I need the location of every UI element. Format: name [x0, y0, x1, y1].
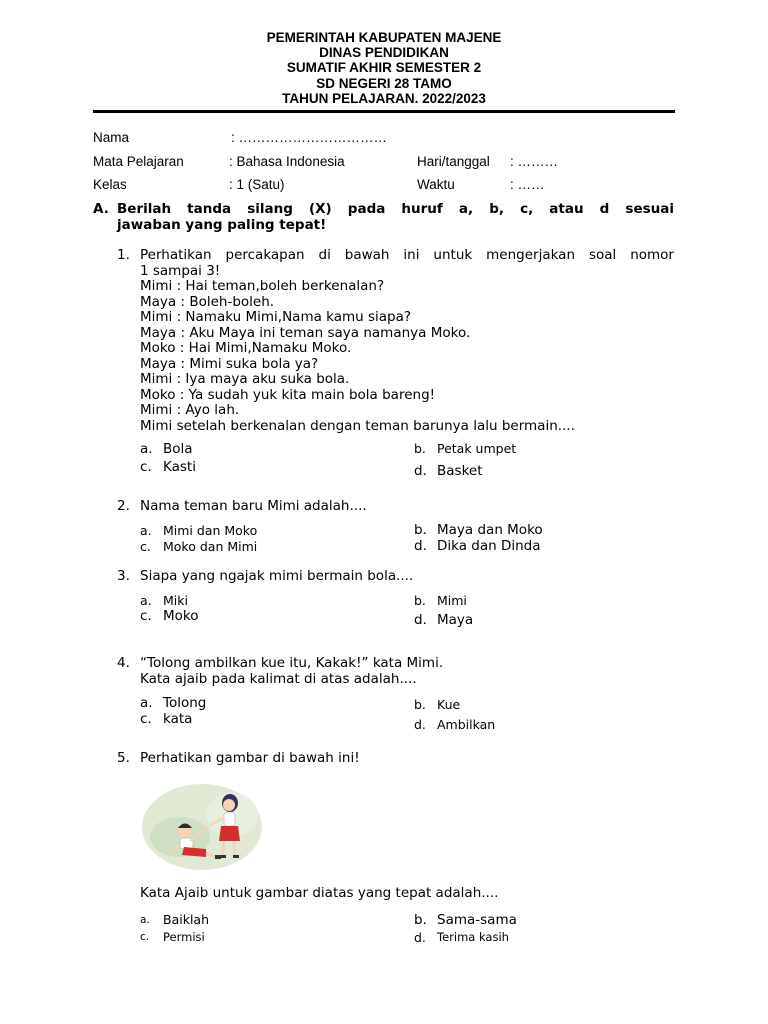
option-letter: c.: [140, 539, 151, 554]
q1-line: Mimi setelah berkenalan dengan teman barunya lalu bermain....: [140, 417, 575, 434]
q1-line: Mimi : Ayo lah.: [140, 402, 240, 418]
q1-line: Maya : Aku Maya ini teman saya namanya Moko.: [140, 324, 471, 341]
q4-text-line-1: “Tolong ambilkan kue itu, Kakak!” kata Mimi.: [140, 655, 444, 671]
section-a-instruction-line-2: jawaban yang paling tepat!: [117, 217, 327, 233]
option-letter: b.: [414, 593, 426, 608]
option-letter: a.: [140, 523, 152, 538]
q2-text: Nama teman baru Mimi adalah....: [140, 498, 367, 514]
option-text: Maya: [437, 612, 474, 628]
option-text: Mimi dan Moko: [163, 523, 258, 538]
option-text: Permisi: [163, 930, 205, 944]
option-text: kata: [163, 711, 193, 727]
q1-line: Moko : Ya sudah yuk kita main bola bareng!: [140, 386, 436, 403]
option-text: Terima kasih: [437, 930, 509, 944]
option-letter: d.: [414, 463, 427, 479]
option-letter: a.: [140, 695, 153, 711]
kelas-label: Kelas: [93, 177, 127, 192]
option-text: Maya dan Moko: [437, 522, 543, 538]
q1-line: 1 sampai 3!: [140, 262, 221, 279]
q1-line: Moko : Hai Mimi,Namaku Moko.: [140, 340, 352, 356]
option-text: Miki: [163, 593, 188, 608]
option-letter: c.: [140, 608, 152, 624]
children-helping-illustration: [140, 775, 270, 872]
option-letter: c.: [140, 931, 150, 943]
q1-line: Mimi : Hai teman,boleh berkenalan?: [140, 278, 385, 294]
waktu-field[interactable]: : ……: [510, 177, 545, 192]
q3-number: 3.: [117, 568, 130, 584]
q5-prompt: Kata Ajaib untuk gambar diatas yang tepat adalah....: [140, 885, 499, 901]
option-letter: b.: [414, 522, 427, 538]
option-text: Tolong: [163, 695, 207, 711]
option-text: Baiklah: [163, 912, 210, 927]
option-text: Kue: [437, 697, 461, 712]
q1-line: Perhatikan percakapan di bawah ini untuk mengerjakan soal nomor: [140, 247, 674, 263]
q4-number: 4.: [117, 655, 130, 671]
q5-number: 5.: [117, 750, 130, 766]
kelas-value: : 1 (Satu): [229, 177, 285, 192]
option-letter: b.: [414, 441, 426, 456]
q1-passage: [140, 248, 674, 434]
q5-text: Perhatikan gambar di bawah ini!: [140, 750, 360, 766]
header-line-2: DINAS PENDIDIKAN: [319, 45, 449, 60]
option-text: Moko: [163, 608, 199, 624]
option-letter: a.: [140, 593, 152, 608]
option-letter: d.: [414, 612, 427, 628]
option-text: Sama-sama: [437, 912, 517, 928]
option-text: Mimi: [437, 593, 467, 608]
q1-line: Mimi : Namaku Mimi,Nama kamu siapa?: [140, 309, 412, 325]
option-text: Ambilkan: [437, 717, 496, 732]
hari-field[interactable]: : ………: [510, 154, 559, 169]
option-text: Bola: [163, 441, 193, 457]
section-a-label: A.: [93, 201, 109, 217]
q1-line: Maya : Mimi suka bola ya?: [140, 355, 319, 372]
option-text: Basket: [437, 463, 483, 479]
header-line-1: PEMERINTAH KABUPATEN MAJENE: [266, 30, 502, 45]
option-letter: b.: [414, 912, 427, 928]
option-letter: a.: [140, 914, 150, 926]
option-text: Dika dan Dinda: [437, 538, 541, 554]
q2-number: 2.: [117, 498, 130, 514]
option-text: Moko dan Mimi: [163, 539, 258, 554]
option-text: Petak umpet: [437, 441, 517, 456]
option-letter: b.: [414, 697, 426, 712]
option-letter: d.: [414, 538, 427, 554]
option-letter: d.: [414, 930, 426, 945]
mapel-label: Mata Pelajaran: [93, 154, 184, 169]
q1-line: Mimi : Iya maya aku suka bola.: [140, 371, 350, 387]
header-divider: [93, 110, 675, 113]
q3-text: Siapa yang ngajak mimi bermain bola....: [140, 568, 414, 584]
header-line-3: SUMATIF AKHIR SEMESTER 2: [286, 60, 482, 75]
header-line-5: TAHUN PELAJARAN. 2022/2023: [282, 91, 486, 106]
header-line-4: SD NEGERI 28 TAMO: [316, 76, 452, 91]
hari-label: Hari/tanggal: [417, 154, 490, 169]
q1-number: 1.: [117, 247, 130, 263]
option-text: Kasti: [163, 459, 196, 475]
nama-field[interactable]: : ……………………………: [231, 130, 388, 145]
option-letter: d.: [414, 717, 426, 732]
mapel-value: : Bahasa Indonesia: [229, 154, 345, 169]
option-letter: a.: [140, 441, 153, 457]
q1-line: Maya : Boleh-boleh.: [140, 293, 275, 310]
option-letter: c.: [140, 711, 152, 727]
nama-label: Nama: [93, 130, 130, 145]
option-letter: c.: [140, 459, 152, 475]
q4-text-line-2: Kata ajaib pada kalimat di atas adalah....: [140, 671, 417, 687]
waktu-label: Waktu: [417, 177, 455, 192]
section-a-instruction-line-1: Berilah tanda silang (X) pada huruf a, b, c, atau d sesuai: [117, 201, 674, 217]
